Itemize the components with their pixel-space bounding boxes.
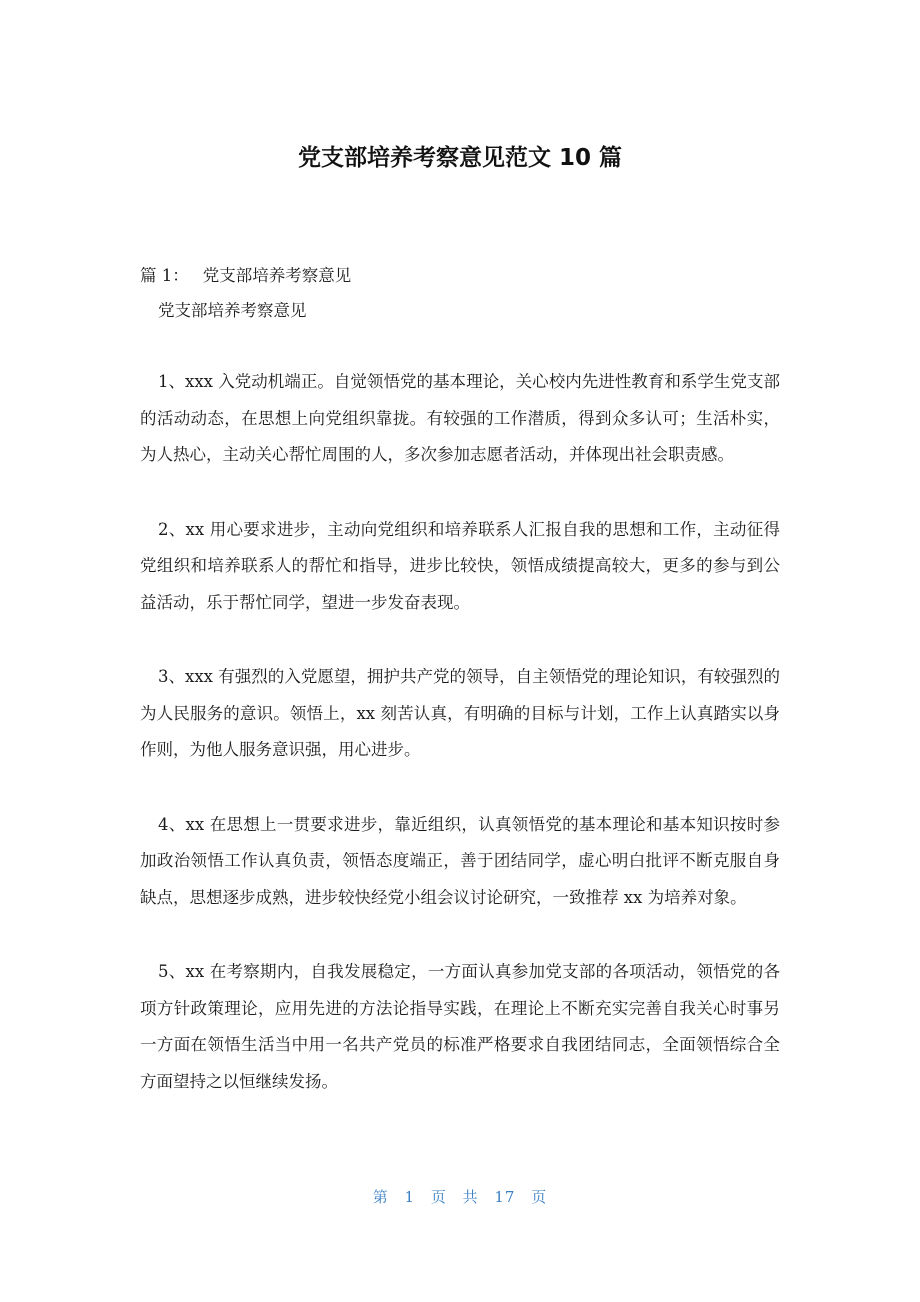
paragraph-1: 1、xxx 入党动机端正。自觉领悟党的基本理论，关心校内先进性教育和系学生党支部的活动动态，在思想上向党组织靠拢。有较强的工作潜质，得到众多认可；生活朴实，为人热心，主动关心帮忙周围的人，多次参加志愿者活动，并体现出社会职责感。 [140, 372, 780, 464]
document-title: 党支部培养考察意见范文 10 篇 [297, 145, 623, 171]
section-heading [140, 258, 780, 294]
section-subheading: 党支部培养考察意见 [158, 301, 307, 320]
paragraph-4: 4、xx 在思想上一贯要求进步，靠近组织，认真领悟党的基本理论和基本知识按时参加政治领悟工作认真负责，领悟态度端正，善于团结同学，虚心明白批评不断克服自身缺点，思想逐步成熟，进步较快经党小组会议讨论研究，一致推荐 xx 为培养对象。 [140, 814, 780, 907]
paragraph-3: 3、xxx 有强烈的入党愿望，拥护共产党的领导，自主领悟党的理论知识，有较强烈的为人民服务的意识。领悟上，xx 刻苦认真，有明确的目标与计划，工作上认真踏实以身作则，为他人服务意识强，用心进步。 [140, 667, 780, 759]
paragraph-2: 2、xx 用心要求进步，主动向党组织和培养联系人汇报自我的思想和工作，主动征得党组织和培养联系人的帮忙和指导，进步比较快，领悟成绩提高较大，更多的参与到公益活动，乐于帮忙同学，望进一步发奋表现。 [140, 519, 780, 612]
section-label: 篇 1： [140, 266, 189, 285]
paragraph-5: 5、xx 在考察期内，自我发展稳定，一方面认真参加党支部的各项活动，领悟党的各项方针政策理论，应用先进的方法论指导实践，在理论上不断充实完善自我关心时事另一方面在领悟生活当中用一名共产党员的标准严格要求自我团结同志，全面领悟综合全方面望持之以恒继续发扬。 [140, 962, 780, 1091]
document-body [140, 258, 780, 1100]
page-number-footer: 第 1 页 共 17 页 [372, 1188, 548, 1206]
section-title: 党支部培养考察意见 [202, 266, 352, 285]
